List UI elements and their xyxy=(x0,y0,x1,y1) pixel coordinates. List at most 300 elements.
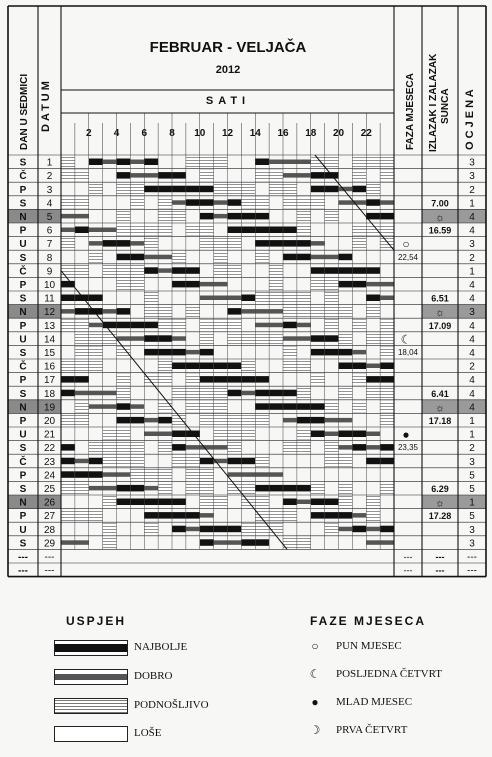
hour-cell-good xyxy=(144,432,158,437)
hour-cell-tolerable xyxy=(117,442,131,454)
moon-time-cell: 23,35 xyxy=(397,443,419,453)
sun-time-cell: 6.41 xyxy=(431,388,449,399)
hour-cell-good xyxy=(172,336,186,341)
hour-cell-tolerable xyxy=(325,442,339,454)
hour-cell-tolerable xyxy=(200,170,214,182)
table-row xyxy=(19,237,475,251)
table-row xyxy=(20,374,476,387)
hour-cell-tolerable xyxy=(89,333,103,345)
hour-cell-tolerable xyxy=(89,251,103,263)
last-quarter-label: POSLJEDNA ČETVRT xyxy=(336,668,442,680)
table-row xyxy=(20,319,476,332)
hour-cell-tolerable xyxy=(200,319,214,331)
hour-cell-tolerable xyxy=(75,170,89,182)
hour-cell-good xyxy=(103,391,117,396)
new-moon-icon: ● xyxy=(311,695,319,709)
hour-cell-best xyxy=(311,349,325,356)
hour-cell-best xyxy=(283,240,297,247)
hour-cell-tolerable xyxy=(75,414,89,426)
sunday-highlight xyxy=(422,305,486,319)
hour-cell-good xyxy=(297,173,311,178)
date-cell: 3 xyxy=(46,184,53,196)
hour-cell-tolerable xyxy=(297,210,311,222)
hour-cell-good xyxy=(158,432,172,437)
hour-cell-tolerable xyxy=(61,414,75,426)
sun-icon: ☼ xyxy=(434,307,446,320)
hour-cell-tolerable xyxy=(283,292,297,304)
hour-cell-tolerable xyxy=(352,170,366,182)
first-quarter-icon: ☽ xyxy=(309,723,321,737)
hour-cell-good xyxy=(297,336,311,341)
hour-cell-best xyxy=(144,322,158,329)
rating-cell: 1 xyxy=(469,198,475,210)
sun-time-cell: 6.51 xyxy=(431,293,449,304)
hour-cell-tolerable xyxy=(89,442,103,454)
hour-cell-good xyxy=(103,160,117,165)
hour-cell-best xyxy=(144,349,158,356)
hour-cell-tolerable xyxy=(269,183,283,195)
hour-cell-best xyxy=(130,417,144,424)
hour-cell-best xyxy=(283,485,297,492)
hour-cell-tolerable xyxy=(228,238,242,250)
hour-cell-tolerable xyxy=(283,442,297,454)
hour-cell-tolerable xyxy=(186,374,200,386)
rating-cell: 3 xyxy=(469,239,475,251)
hour-cell-tolerable xyxy=(144,224,158,236)
hour-cell-best xyxy=(380,213,394,220)
hour-cell-best xyxy=(283,227,297,234)
table-row xyxy=(20,251,476,264)
hour-cell-best xyxy=(339,281,353,288)
date-cell: 29 xyxy=(43,538,56,550)
hour-cell-tolerable xyxy=(186,306,200,318)
hour-cell-tolerable xyxy=(200,496,214,508)
hour-cell-good xyxy=(130,404,144,409)
hour-cell-tolerable xyxy=(75,360,89,372)
date-cell: 7 xyxy=(46,239,53,251)
hour-cell-good xyxy=(241,309,255,314)
table-row xyxy=(20,292,476,305)
hour-cell-good xyxy=(311,241,325,246)
hour-cell-tolerable xyxy=(186,401,200,413)
hour-cell-tolerable xyxy=(283,346,297,358)
hour-cell-best xyxy=(366,213,380,220)
moon-phase-icon: ○ xyxy=(402,237,410,252)
hour-cell-best xyxy=(366,458,380,465)
hour-cell-good xyxy=(186,527,200,532)
hour-cell-tolerable xyxy=(297,224,311,236)
date-cell: 1 xyxy=(46,157,53,169)
hour-cell-good xyxy=(200,513,214,518)
hour-cell-best xyxy=(311,335,325,342)
hour-cell-tolerable xyxy=(103,428,117,440)
hour-cell-good xyxy=(103,228,117,233)
hour-cell-best xyxy=(339,431,353,438)
date-cell: 15 xyxy=(43,348,56,359)
hours-header: SATI xyxy=(205,95,251,107)
hour-cell-tolerable xyxy=(339,387,353,399)
hour-cell-best xyxy=(61,444,75,451)
sun-header-line2: SUNCA xyxy=(440,88,451,124)
hour-cell-good xyxy=(144,173,158,178)
table-row xyxy=(18,552,477,563)
day-cell: U xyxy=(19,524,27,536)
hour-cell-best xyxy=(172,267,186,274)
hour-cell-tolerable xyxy=(130,455,144,467)
date-cell: 6 xyxy=(46,225,53,237)
hour-cell-best xyxy=(366,267,380,274)
hour-cell-tolerable xyxy=(297,442,311,454)
hour-cell-good xyxy=(325,418,339,423)
hour-cell-good xyxy=(255,323,269,328)
hour-cell-tolerable xyxy=(186,156,200,168)
legend xyxy=(10,612,482,750)
legend-tolerable-label: PODNOŠLJIVO xyxy=(134,699,209,711)
hour-cell-tolerable xyxy=(214,319,228,331)
table-row xyxy=(20,346,476,359)
rating-header: O C J E N A xyxy=(464,89,476,150)
hour-cell-best xyxy=(172,172,186,179)
hour-cell-tolerable xyxy=(297,292,311,304)
hour-cell-best xyxy=(61,390,75,397)
hour-cell-best xyxy=(144,335,158,342)
hour-cell-good xyxy=(380,296,394,301)
hour-cell-best xyxy=(352,363,366,370)
page-title: FEBRUAR - VELJAČA xyxy=(149,39,307,56)
hour-cell-tolerable xyxy=(158,482,172,494)
hour-cell-best xyxy=(228,213,242,220)
hour-cell-tolerable xyxy=(89,183,103,195)
hour-cell-best xyxy=(283,390,297,397)
hour-cell-tolerable xyxy=(158,197,172,209)
hour-tick: 10 xyxy=(194,128,206,139)
hour-cell-good xyxy=(269,160,283,165)
hour-cell-tolerable xyxy=(214,156,228,168)
hour-cell-tolerable xyxy=(200,387,214,399)
hour-cell-tolerable xyxy=(172,210,186,222)
hour-cell-best xyxy=(172,499,186,506)
hour-cell-tolerable xyxy=(352,401,366,413)
swatch-bad xyxy=(54,726,128,742)
legend-title: USPJEH xyxy=(66,614,127,628)
hour-cell-tolerable xyxy=(366,510,380,522)
hour-cell-tolerable xyxy=(130,278,144,290)
hour-cell-tolerable xyxy=(325,401,339,413)
hour-cell-tolerable xyxy=(255,197,269,209)
hour-cell-best xyxy=(186,186,200,193)
hour-cell-tolerable xyxy=(339,496,353,508)
legend-bad-label: LOŠE xyxy=(134,727,162,739)
hour-cell-best xyxy=(103,240,117,247)
hour-cell-tolerable xyxy=(380,156,394,168)
hour-cell-tolerable xyxy=(366,496,380,508)
day-cell: Č xyxy=(19,266,27,278)
hour-cell-best xyxy=(339,267,353,274)
hour-cell-good xyxy=(89,228,103,233)
hour-cell-tolerable xyxy=(325,319,339,331)
hour-cell-tolerable xyxy=(144,306,158,318)
day-cell: N xyxy=(19,497,27,509)
sun-icon: ☼ xyxy=(434,402,446,415)
table-row xyxy=(19,523,475,536)
hour-cell-tolerable xyxy=(380,387,394,399)
hour-cell-best xyxy=(255,539,269,546)
hour-cell-best xyxy=(311,512,325,519)
rating-cell: 5 xyxy=(469,511,475,523)
hour-cell-tolerable xyxy=(61,482,75,494)
hour-cell-tolerable xyxy=(255,414,269,426)
hour-cell-good xyxy=(61,309,75,314)
hour-cell-best xyxy=(325,186,339,193)
sun-time-cell: 16.59 xyxy=(428,225,452,236)
hour-cell-good xyxy=(228,296,242,301)
hour-cell-best xyxy=(241,295,255,302)
hour-cell-tolerable xyxy=(214,387,228,399)
hour-cell-best xyxy=(297,254,311,261)
hour-cell-tolerable xyxy=(380,414,394,426)
hour-cell-best xyxy=(89,295,103,302)
hour-cell-tolerable xyxy=(61,238,75,250)
hour-cell-tolerable xyxy=(130,224,144,236)
date-cell: 8 xyxy=(46,252,53,264)
hour-cell-good xyxy=(366,445,380,450)
hour-cell-good xyxy=(186,350,200,355)
rating-cell: 4 xyxy=(469,225,475,237)
hour-cell-best xyxy=(61,471,75,478)
hour-cell-best xyxy=(366,376,380,383)
hour-cell-best xyxy=(61,295,75,302)
hour-cell-best xyxy=(130,499,144,506)
hour-cell-tolerable xyxy=(214,414,228,426)
rating-cell: 1 xyxy=(469,497,475,509)
hour-cell-tolerable xyxy=(200,333,214,345)
moon-phase-icon: ☾ xyxy=(400,332,412,347)
hour-cell-tolerable xyxy=(172,387,186,399)
rating-cell: 4 xyxy=(469,280,475,291)
hour-cell-best xyxy=(366,295,380,302)
day-cell: U xyxy=(19,239,27,251)
hour-cell-tolerable xyxy=(325,156,339,168)
hour-cell-good xyxy=(172,200,186,205)
date-cell: 4 xyxy=(46,198,53,210)
hour-tick: 4 xyxy=(113,128,120,139)
hour-cell-good xyxy=(214,200,228,205)
hour-cell-good xyxy=(61,540,75,545)
hour-cell-tolerable xyxy=(297,197,311,209)
hour-cell-best xyxy=(158,349,172,356)
hour-cell-best xyxy=(228,199,242,206)
hour-cell-best xyxy=(311,186,325,193)
hour-cell-best xyxy=(228,363,242,370)
table-row xyxy=(20,469,476,482)
hour-cell-tolerable xyxy=(117,224,131,236)
hour-cell-best xyxy=(311,172,325,179)
hour-cell-best xyxy=(339,363,353,370)
table-row xyxy=(8,209,486,224)
hour-cell-tolerable xyxy=(117,374,131,386)
sun-header-line1: IZLAZAK I ZALAZAK xyxy=(428,53,439,152)
day-of-week-header: DAN U SEDMICI xyxy=(19,73,30,150)
hour-tick: 2 xyxy=(85,128,92,139)
day-cell: S xyxy=(19,388,27,400)
hour-tick: 6 xyxy=(141,128,148,139)
hour-cell-good xyxy=(325,432,339,437)
hour-cell-tolerable xyxy=(228,319,242,331)
hour-cell-best xyxy=(283,322,297,329)
hour-cell-tolerable xyxy=(158,224,172,236)
table-row xyxy=(20,197,476,210)
hour-cell-good xyxy=(255,309,269,314)
hour-cell-best xyxy=(117,417,131,424)
rating-cell: 1 xyxy=(469,416,475,427)
legend-best-label: NAJBOLJE xyxy=(134,641,188,653)
hour-cell-good xyxy=(339,200,353,205)
day-cell: P xyxy=(19,225,27,237)
date-cell: 28 xyxy=(43,524,56,536)
hour-cell-tolerable xyxy=(366,387,380,399)
hour-cell-tolerable xyxy=(117,210,131,222)
hour-cell-best xyxy=(311,417,325,424)
hour-cell-best xyxy=(352,281,366,288)
hour-cell-tolerable xyxy=(103,455,117,467)
hour-cell-good xyxy=(61,214,75,219)
rating-cell: 5 xyxy=(469,484,475,495)
hour-cell-good xyxy=(339,527,353,532)
hour-cell-good xyxy=(366,527,380,532)
new-moon-label: MLAD MJESEC xyxy=(336,696,413,708)
hour-cell-good xyxy=(380,200,394,205)
date-cell: 17 xyxy=(43,375,56,387)
date-cell: 14 xyxy=(43,334,56,346)
hour-cell-best xyxy=(61,281,75,288)
hour-cell-best xyxy=(89,471,103,478)
hour-cell-tolerable xyxy=(117,265,131,277)
hour-cell-best xyxy=(241,458,255,465)
day-cell: S xyxy=(19,157,27,169)
hour-cell-tolerable xyxy=(311,197,325,209)
hour-cell-best xyxy=(158,172,172,179)
hour-cell-tolerable xyxy=(186,224,200,236)
hour-cell-good xyxy=(117,472,131,477)
hour-cell-tolerable xyxy=(339,333,353,345)
hour-cell-tolerable xyxy=(269,510,283,522)
date-cell: 18 xyxy=(43,388,56,400)
hour-cell-tolerable xyxy=(269,170,283,182)
swatch-good xyxy=(54,669,128,685)
hour-cell-tolerable xyxy=(311,482,325,494)
hour-cell-tolerable xyxy=(61,510,75,522)
hour-cell-tolerable xyxy=(103,496,117,508)
hour-cell-best xyxy=(228,458,242,465)
hour-cell-good xyxy=(339,445,353,450)
date-cell: 26 xyxy=(43,497,56,509)
hour-cell-tolerable xyxy=(255,333,269,345)
hour-cell-best xyxy=(117,159,131,166)
swatch-tolerable xyxy=(54,698,128,714)
hour-cell-tolerable xyxy=(117,455,131,467)
hour-cell-best xyxy=(117,172,131,179)
date-cell: 9 xyxy=(46,266,53,278)
hour-cell-tolerable xyxy=(366,306,380,318)
hour-cell-tolerable xyxy=(144,292,158,304)
hour-cell-tolerable xyxy=(61,265,75,277)
hour-cell-good xyxy=(89,391,103,396)
hour-cell-good xyxy=(200,296,214,301)
hour-cell-best xyxy=(297,417,311,424)
hour-cell-tolerable xyxy=(186,482,200,494)
moon-time-cell: 18,04 xyxy=(397,348,419,357)
day-cell: P xyxy=(19,320,27,332)
hour-cell-best xyxy=(130,322,144,329)
hour-cell-best xyxy=(89,159,103,166)
table-row xyxy=(20,278,476,291)
rating-cell: 4 xyxy=(469,293,475,305)
year-label: 2012 xyxy=(215,64,241,76)
hour-cell-best xyxy=(61,458,75,465)
sunday-highlight xyxy=(422,400,486,414)
hour-cell-best xyxy=(297,485,311,492)
hour-cell-tolerable xyxy=(130,442,144,454)
hour-cell-tolerable xyxy=(339,455,353,467)
hour-cell-best xyxy=(311,431,325,438)
hour-cell-good xyxy=(241,472,255,477)
hour-cell-best xyxy=(241,213,255,220)
hour-cell-tolerable xyxy=(158,469,172,481)
moon-phases-title: FAZE MJESECA xyxy=(310,614,427,628)
hour-cell-tolerable xyxy=(172,251,186,263)
sun-time-cell: 17.09 xyxy=(428,320,452,331)
hour-cell-tolerable xyxy=(283,183,297,195)
hour-cell-tolerable xyxy=(380,346,394,358)
hour-cell-good xyxy=(200,445,214,450)
hour-cell-good xyxy=(75,391,89,396)
rating-cell: 1 xyxy=(469,266,475,278)
hour-cell-good xyxy=(269,323,283,328)
hour-tick: 12 xyxy=(221,128,234,139)
rating-cell: 4 xyxy=(469,388,475,400)
hour-cell-tolerable xyxy=(214,251,228,263)
hour-cell-best xyxy=(339,512,353,519)
hour-cell-best xyxy=(311,267,325,274)
date-cell: 11 xyxy=(44,293,55,305)
hour-cell-tolerable xyxy=(172,455,186,467)
hour-cell-good xyxy=(117,336,131,341)
full-moon-icon: ○ xyxy=(311,639,319,653)
hour-cell-tolerable xyxy=(380,224,394,236)
hour-cell-best xyxy=(172,349,186,356)
sun-icon: ☼ xyxy=(434,212,446,224)
legend-good-label: DOBRO xyxy=(134,670,173,682)
date-cell: --- xyxy=(44,552,55,563)
hour-cell-best xyxy=(325,349,339,356)
hour-cell-tolerable xyxy=(103,333,117,345)
hour-cell-best xyxy=(200,186,214,193)
rating-cell: --- xyxy=(467,552,477,563)
hour-cell-tolerable xyxy=(255,170,269,182)
hour-cell-good xyxy=(103,486,117,491)
table-row xyxy=(19,428,475,442)
rating-cell: 4 xyxy=(469,375,475,387)
hour-cell-tolerable xyxy=(352,374,366,386)
hour-cell-tolerable xyxy=(228,414,242,426)
day-cell: --- xyxy=(18,552,28,563)
hour-cell-best xyxy=(144,512,158,519)
date-header: DATUM xyxy=(40,78,52,132)
rating-cell: 3 xyxy=(469,538,475,550)
hour-cell-best xyxy=(283,403,297,410)
hour-cell-best xyxy=(61,376,75,383)
hour-cell-best xyxy=(200,539,214,546)
